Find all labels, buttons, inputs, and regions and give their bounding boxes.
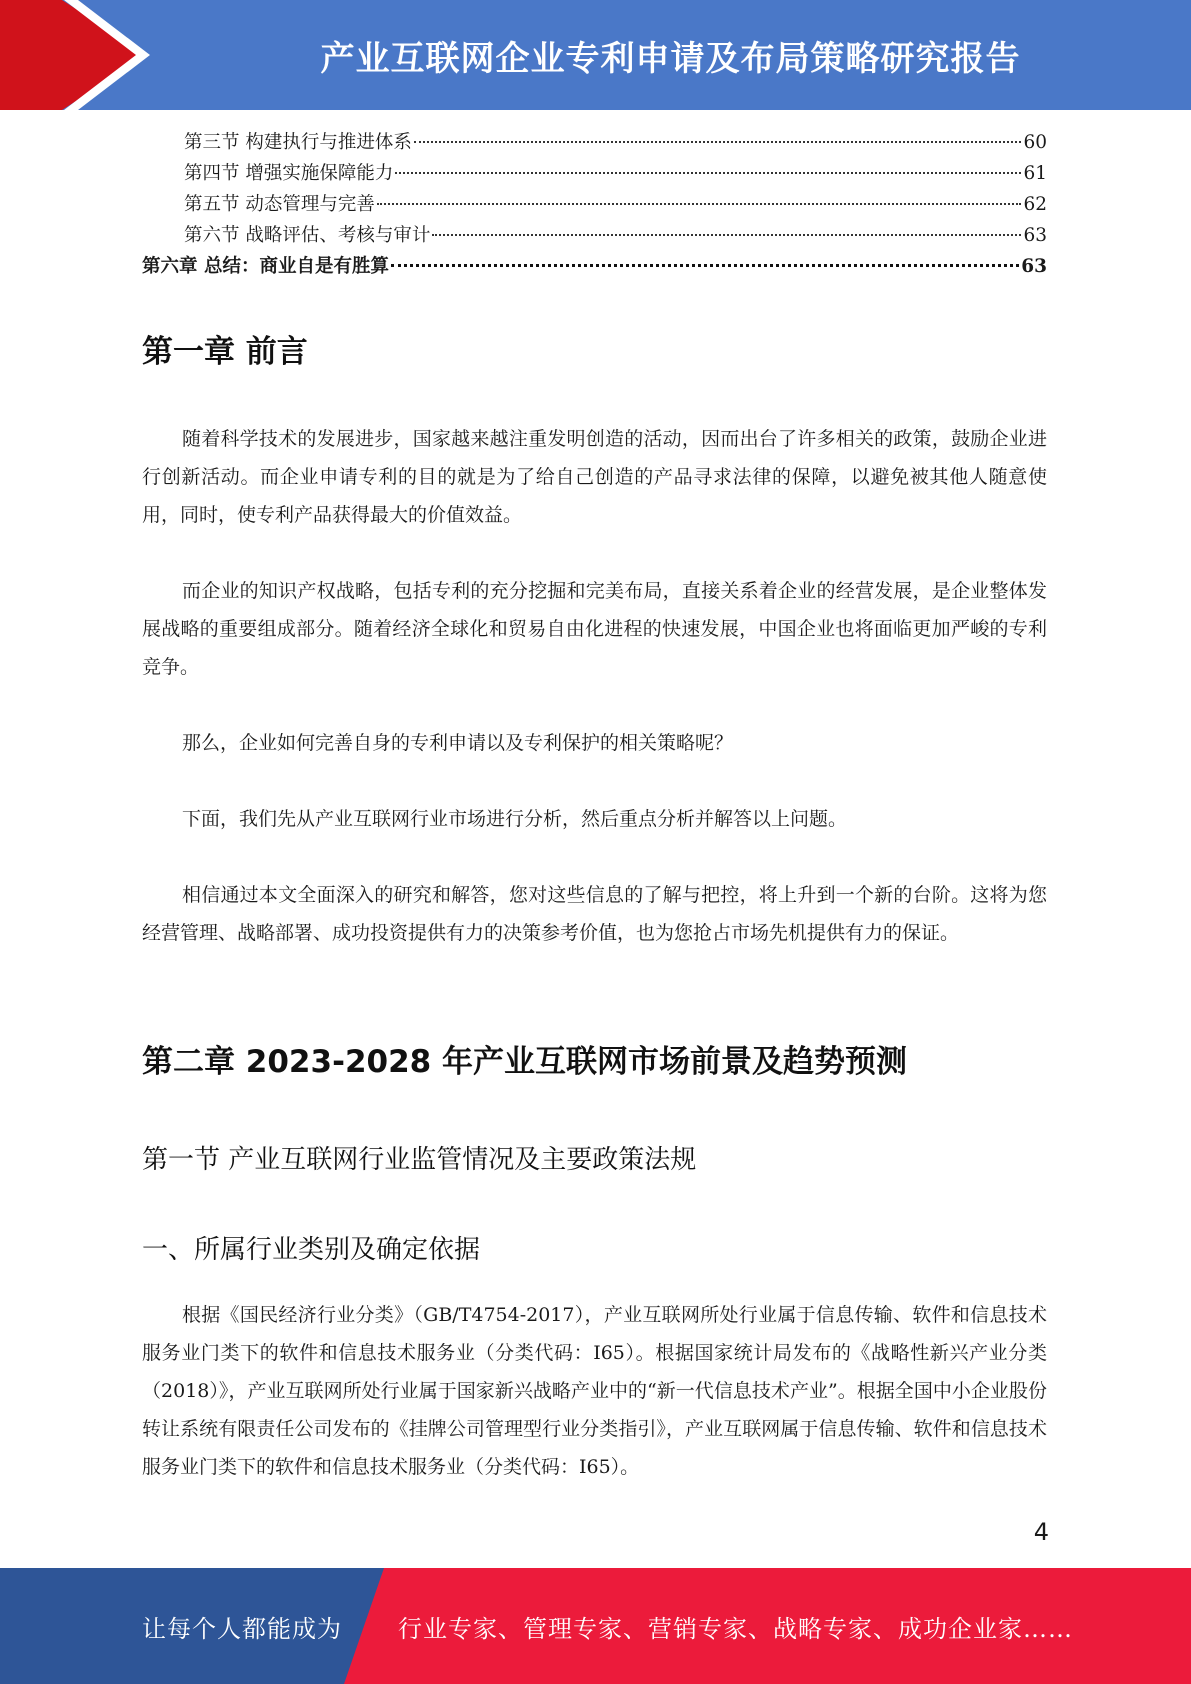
- toc-entry-page: 63: [1023, 225, 1047, 246]
- intro-paragraph-4: 下面，我们先从产业互联网行业市场进行分析，然后重点分析并解答以上问题。: [182, 808, 848, 830]
- report-title: 产业互联网企业专利申请及布局策略研究报告: [320, 38, 1021, 79]
- toc-leader-dots: [432, 234, 1021, 236]
- subsection-1-heading: 一、所属行业类别及确定依据: [142, 1235, 481, 1265]
- table-of-contents: [142, 128, 1047, 283]
- page-number: 4: [1033, 1518, 1049, 1546]
- chapter-2-heading: 第二章 2023-2028 年产业互联网市场前景及趋势预测: [142, 1044, 908, 1080]
- toc-entry-page: 61: [1023, 163, 1047, 184]
- toc-entry-label: 第五节 动态管理与完善: [184, 194, 375, 215]
- intro-paragraph-1: 随着科学技术的发展进步，国家越来越注重发明创造的活动，因而出台了许多相关的政策，鼓励企业进行创新活动。而企业申请专利的目的就是为了给自己创造的产品寻求法律的保障，以避免被其他人随意使用，同时，使专利产品获得最大的价值效益。: [142, 428, 1047, 526]
- toc-entry-label: 第六章 总结：商业自是有胜算: [142, 256, 389, 277]
- toc-entry[interactable]: [142, 221, 1047, 252]
- toc-entry-label: 第四节 增强实施保障能力: [184, 163, 394, 184]
- toc-entry-page: 62: [1023, 194, 1047, 215]
- toc-leader-dots: [377, 203, 1022, 205]
- intro-paragraph-3: 那么，企业如何完善自身的专利申请以及专利保护的相关策略呢？: [182, 732, 734, 754]
- toc-entry[interactable]: [142, 159, 1047, 190]
- toc-entry-page: 63: [1021, 256, 1047, 277]
- toc-leader-dots: [395, 172, 1021, 174]
- header-arrow-decoration: [0, 0, 160, 110]
- toc-leader-dots: [414, 141, 1022, 143]
- toc-entry-label: 第六节 战略评估、考核与审计: [184, 225, 431, 246]
- classification-paragraph: 根据《国民经济行业分类》（GB/T4754-2017），产业互联网所处行业属于信息传输、软件和信息技术服务业门类下的软件和信息技术服务业（分类代码：I65）。根据国家统计局发布的《战略性新兴产业分类（2018）》，产业互联网所处行业属于国家新兴战略产业中的“新一代信息技术产业”。根据全国中小企业股份转让系统有限责任公司发布的《挂牌公司管理型行业分类指引》，产业互联网属于信息传输、软件和信息技术服务业门类下的软件和信息技术服务业（分类代码：I65）。: [142, 1304, 1047, 1478]
- chapter-1-heading: 第一章 前言: [142, 334, 308, 370]
- toc-entry-label: 第三节 构建执行与推进体系: [184, 132, 412, 153]
- page-footer: [0, 1568, 1191, 1684]
- toc-entry[interactable]: [142, 190, 1047, 221]
- footer-slogan-right: 行业专家、管理专家、营销专家、战略专家、成功企业家……: [398, 1614, 1073, 1643]
- section-1-heading: 第一节 产业互联网行业监管情况及主要政策法规: [142, 1145, 697, 1175]
- footer-slogan-left: 让每个人都能成为: [142, 1614, 342, 1643]
- page-header: [0, 0, 1191, 110]
- toc-entry-page: 60: [1023, 132, 1047, 153]
- intro-paragraph-2: 而企业的知识产权战略，包括专利的充分挖掘和完美布局，直接关系着企业的经营发展，是企业整体发展战略的重要组成部分。随着经济全球化和贸易自由化进程的快速发展，中国企业也将面临更加严峻的专利竞争。: [142, 580, 1047, 678]
- toc-entry[interactable]: [142, 128, 1047, 159]
- toc-leader-dots: [391, 264, 1019, 267]
- toc-chapter-entry[interactable]: [142, 252, 1047, 283]
- intro-paragraph-5: 相信通过本文全面深入的研究和解答，您对这些信息的了解与把控，将上升到一个新的台阶。这将为您经营管理、战略部署、成功投资提供有力的决策参考价值，也为您抢占市场先机提供有力的保证。: [142, 884, 1047, 944]
